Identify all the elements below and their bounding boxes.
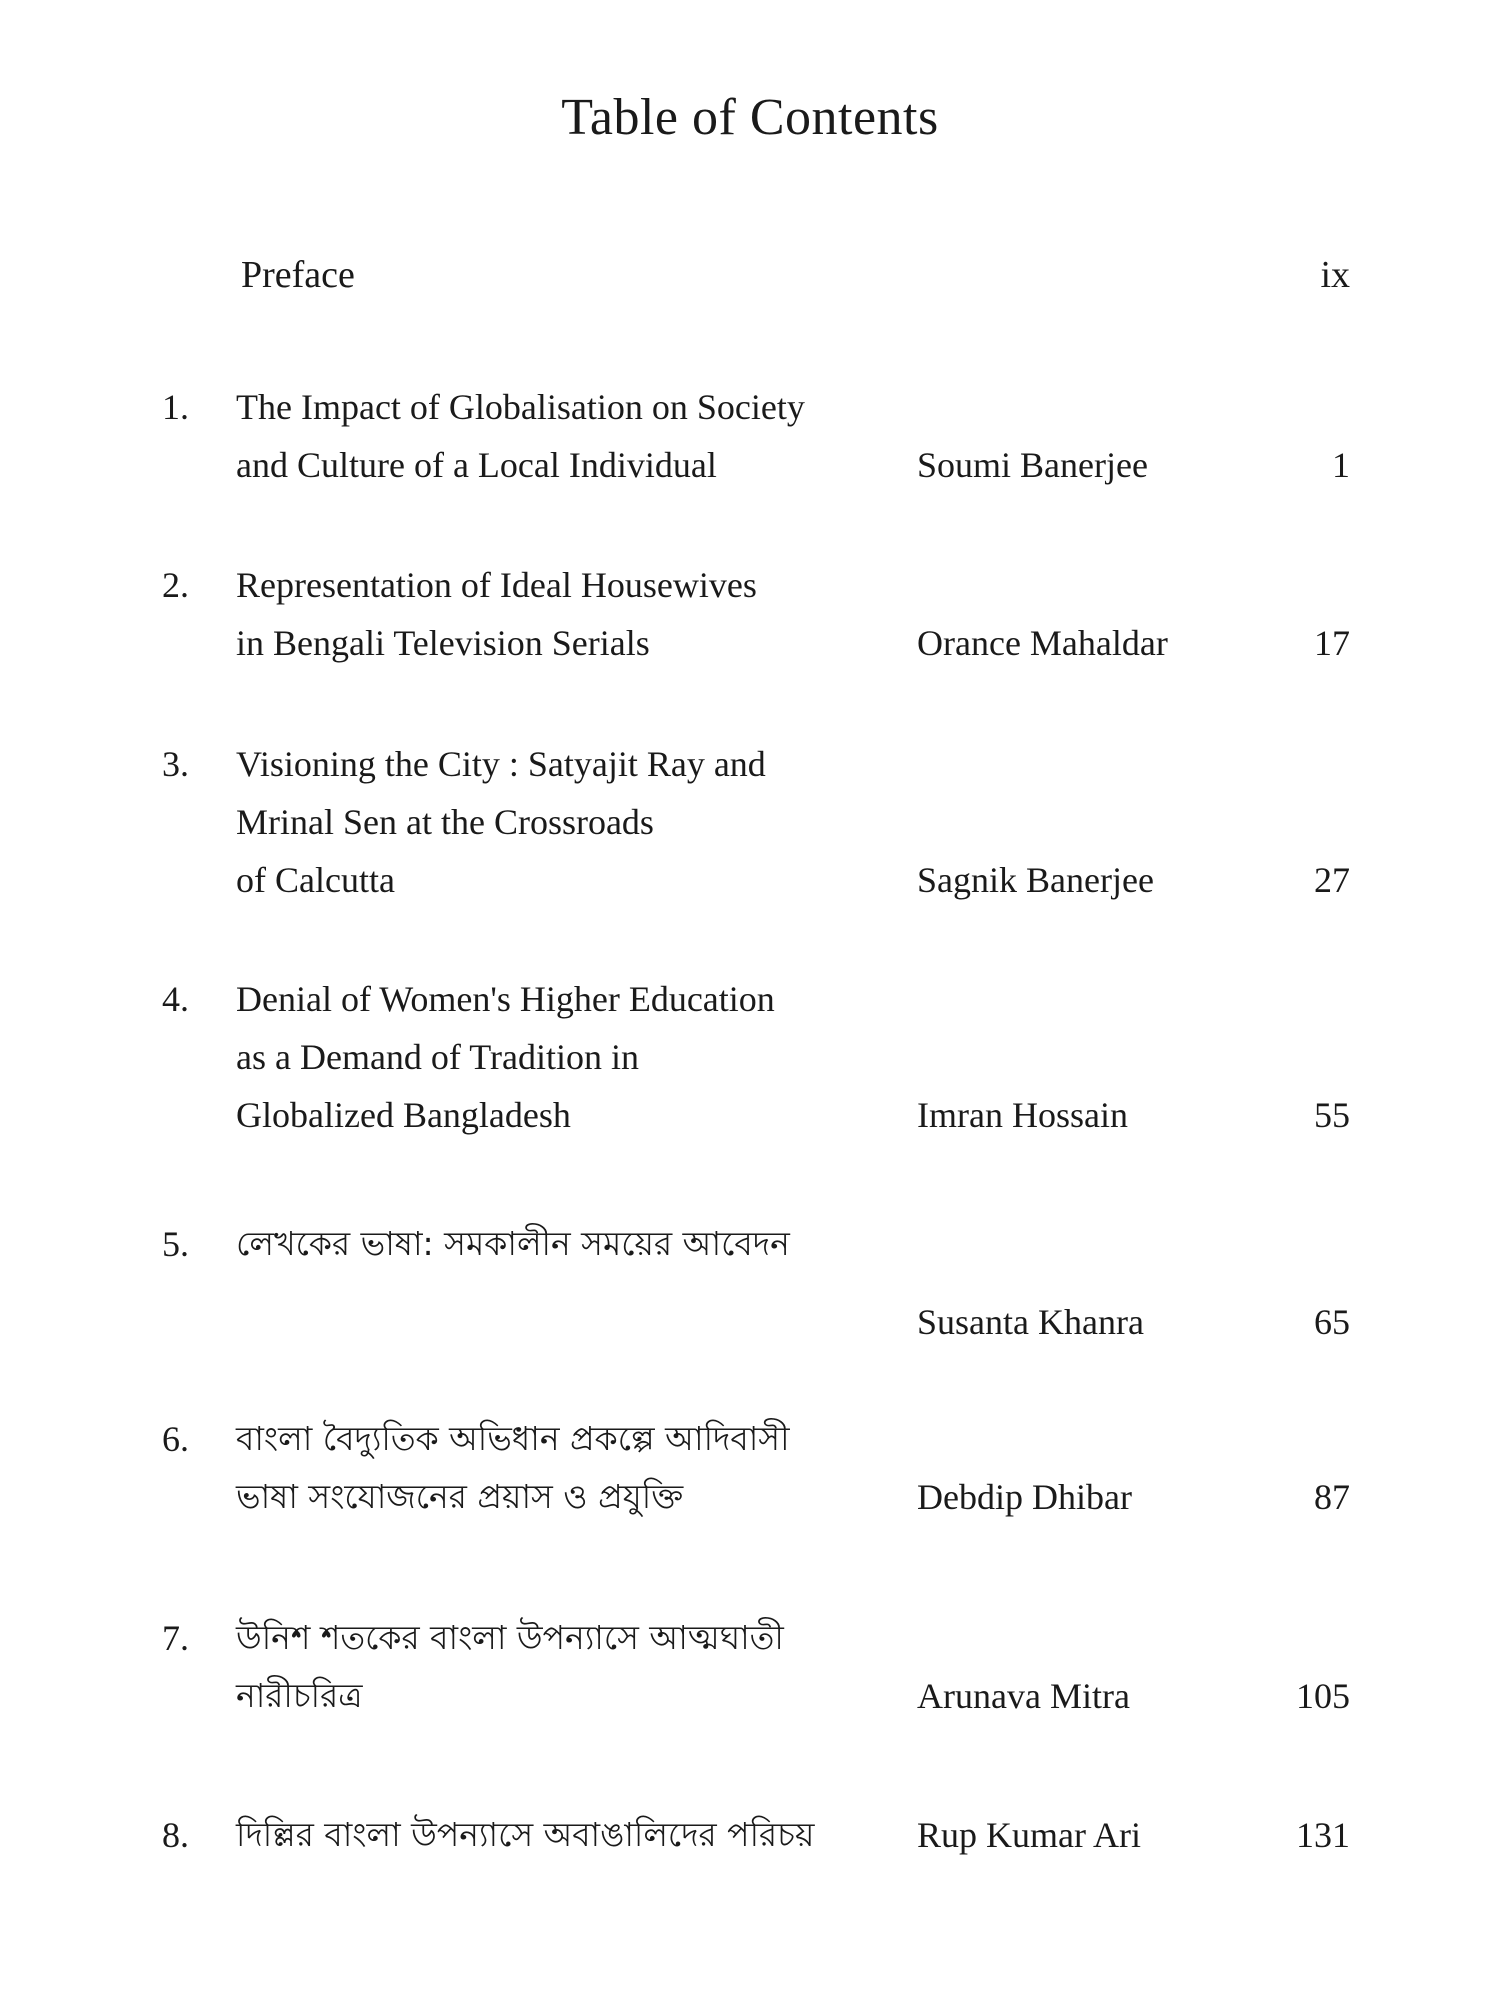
entry-title-line: ভাষা সংযোজনের প্রয়াস ও প্রযুক্তি [236,1477,684,1516]
entry-title-line: The Impact of Globalisation on Society [236,387,805,427]
entry-title [236,1410,896,1526]
entry-title-line: উনিশ শতকের বাংলা উপন্যাসে আত্মঘাতী [236,1618,784,1657]
entry-author: Rup Kumar Ari [917,1815,1141,1855]
entry-author: Orance Mahaldar [917,623,1168,663]
entry-author: Debdip Dhibar [917,1477,1132,1517]
entry-author: Sagnik Banerjee [917,860,1154,900]
preface-page-number: ix [1320,254,1350,296]
entry-title-line: in Bengali Television Serials [236,623,650,663]
entry-title [236,1609,896,1725]
entry-title [236,556,896,672]
entry-number: 8. [162,1815,189,1855]
entry-title-line: দিল্লির বাংলা উপন্যাসে অবাঙালিদের পরিচয় [236,1815,815,1854]
preface-label: Preface [241,254,355,296]
entry-title [236,378,896,494]
entry-page-number: 17 [1314,623,1350,663]
entry-author: Arunava Mitra [917,1676,1130,1716]
entry-title-line: Mrinal Sen at the Crossroads [236,802,654,842]
entry-page-number: 55 [1314,1095,1350,1135]
entry-number: 6. [162,1419,189,1459]
entry-author: Imran Hossain [917,1095,1128,1135]
entry-title-line: and Culture of a Local Individual [236,445,717,485]
entry-number: 7. [162,1618,189,1658]
entry-title [236,1215,896,1273]
entry-page-number: 1 [1332,445,1350,485]
entry-page-number: 65 [1314,1302,1350,1342]
entry-title-line: Visioning the City : Satyajit Ray and [236,744,766,784]
entry-number: 2. [162,565,189,605]
entry-number: 5. [162,1224,189,1264]
entry-title-line: of Calcutta [236,860,395,900]
entry-title [236,970,896,1144]
entry-page-number: 131 [1296,1815,1350,1855]
entry-author: Soumi Banerjee [917,445,1148,485]
entry-title [236,735,896,909]
entry-number: 3. [162,744,189,784]
entry-title-line: Denial of Women's Higher Education [236,979,775,1019]
entry-title-line: বাংলা বৈদ্যুতিক অভিধান প্রকল্পে আদিবাসী [236,1419,790,1458]
entry-page-number: 105 [1296,1676,1350,1716]
entry-page-number: 87 [1314,1477,1350,1517]
entry-author: Susanta Khanra [917,1302,1144,1342]
entry-title-line: লেখকের ভাষা: সমকালীন সময়ের আবেদন [236,1224,790,1263]
entry-title [236,1806,896,1864]
entry-page-number: 27 [1314,860,1350,900]
entry-title-line: as a Demand of Tradition in [236,1037,639,1077]
entry-number: 4. [162,979,189,1019]
entry-title-line: Representation of Ideal Housewives [236,565,757,605]
entry-number: 1. [162,387,189,427]
entry-title-line: Globalized Bangladesh [236,1095,571,1135]
page-title: Table of Contents [561,89,939,146]
entry-title-line: নারীচরিত্র [236,1676,363,1715]
